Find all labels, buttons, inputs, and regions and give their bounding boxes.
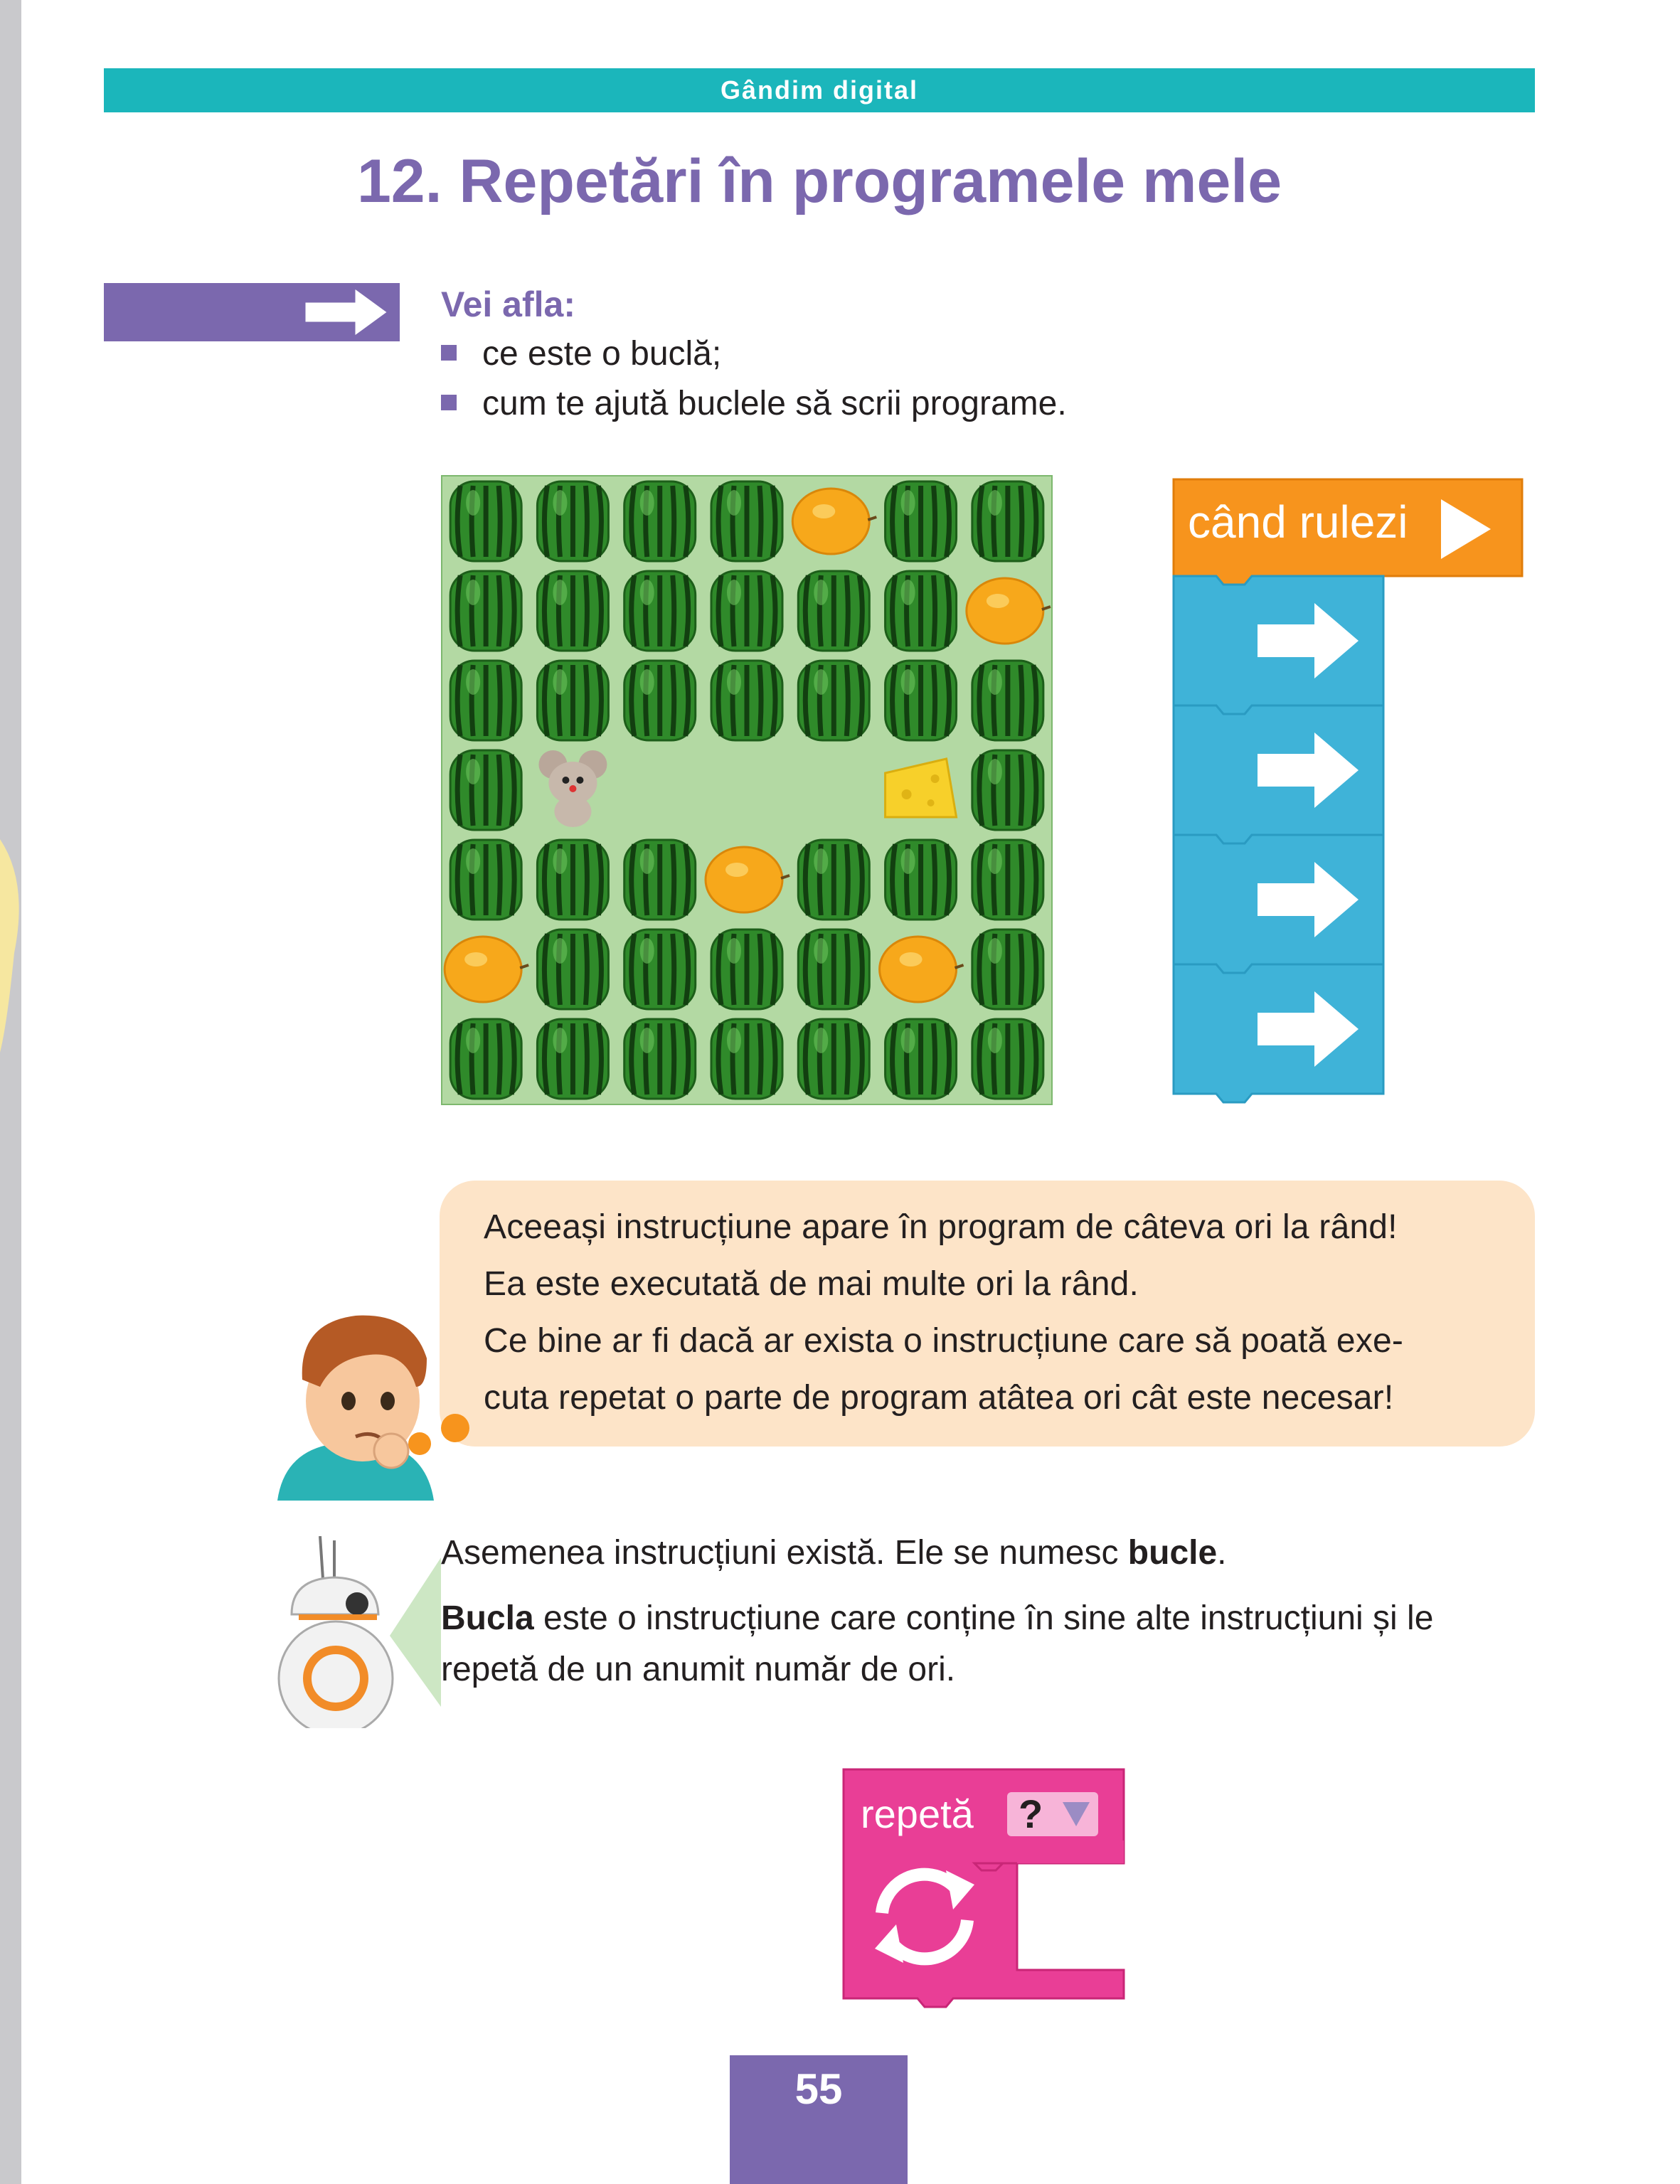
watermelon-icon: [711, 1019, 782, 1099]
objective-item: cum te ajută buclele să scrii programe.: [441, 381, 1067, 427]
speech-pointer: [390, 1557, 441, 1707]
thought-line: Aceeași instrucțiune apare în program de câteva ori la rând!: [484, 1208, 1398, 1246]
watermelon-icon: [711, 929, 782, 1009]
watermelon-icon: [624, 1019, 696, 1099]
watermelon-icon: [886, 481, 957, 561]
thought-line: Ce bine ar fi dacă ar exista o instrucțiune care să poată exe-: [484, 1322, 1404, 1360]
watermelon-icon: [450, 571, 521, 651]
edge-decoration: [0, 839, 28, 1109]
watermelon-icon: [886, 840, 957, 920]
melon-icon: [880, 937, 964, 1002]
melon-icon: [445, 937, 528, 1002]
thinking-boy-illustration: [249, 1301, 469, 1501]
watermelon-icon: [537, 571, 608, 651]
explanation-line: Bucla este o instrucțiune care conține în sine alte instrucțiuni și le: [441, 1599, 1434, 1637]
watermelon-icon: [972, 929, 1043, 1009]
melon-icon: [967, 578, 1051, 644]
repeat-label: repetă: [861, 1791, 974, 1836]
watermelon-icon: [537, 661, 608, 740]
watermelon-icon: [537, 481, 608, 561]
thought-line: cuta repetat o parte de program atâtea ori cât este necesar!: [484, 1379, 1394, 1417]
watermelon-icon: [537, 1019, 608, 1099]
watermelon-icon: [972, 481, 1043, 561]
watermelon-icon: [624, 840, 696, 920]
melon-icon: [706, 847, 790, 912]
explanation-line: repetă de un anumit număr de ori.: [441, 1651, 956, 1688]
move-right-block: [1174, 964, 1383, 1102]
cheese-icon: [886, 759, 957, 817]
move-right-block: [1174, 576, 1383, 714]
start-block-label: când rulezi: [1188, 496, 1408, 548]
code-blocks: [1166, 476, 1536, 1124]
watermelon-icon: [798, 929, 869, 1009]
watermelon-icon: [450, 840, 521, 920]
watermelon-icon: [798, 571, 869, 651]
watermelon-icon: [711, 661, 782, 740]
arrow-right-icon: [299, 283, 398, 341]
objectives-heading: Vei afla:: [441, 284, 575, 324]
watermelon-icon: [886, 661, 957, 740]
watermelon-icon: [886, 1019, 957, 1099]
bullet-square-icon: [441, 345, 457, 361]
thought-line: Ea este executată de mai multe ori la rând.: [484, 1265, 1139, 1303]
watermelon-icon: [711, 481, 782, 561]
watermelon-icon: [798, 840, 869, 920]
watermelon-icon: [624, 929, 696, 1009]
bullet-square-icon: [441, 395, 457, 410]
watermelon-icon: [624, 481, 696, 561]
page-number: 55: [794, 2065, 843, 2113]
move-right-block: [1174, 835, 1383, 973]
mouse-icon: [538, 750, 607, 827]
watermelon-icon: [450, 661, 521, 740]
repeat-count-value: ?: [1019, 1791, 1043, 1836]
repeat-block: [839, 1764, 1138, 2013]
objective-item: ce este o buclă;: [441, 331, 721, 377]
move-right-block: [1174, 705, 1383, 843]
watermelon-icon: [537, 929, 608, 1009]
section-title: Gândim digital: [720, 75, 918, 105]
watermelon-icon: [972, 661, 1043, 740]
watermelon-icon: [450, 481, 521, 561]
explanation-line: Asemenea instrucțiuni există. Ele se numesc bucle.: [441, 1534, 1227, 1572]
watermelon-icon: [798, 661, 869, 740]
watermelon-icon: [450, 750, 521, 830]
watermelon-icon: [886, 571, 957, 651]
watermelon-icon: [624, 661, 696, 740]
watermelon-icon: [972, 750, 1043, 830]
melon-icon: [792, 489, 876, 554]
watermelon-icon: [972, 840, 1043, 920]
watermelon-icon: [972, 1019, 1043, 1099]
watermelon-icon: [450, 1019, 521, 1099]
watermelon-icon: [624, 571, 696, 651]
start-block: [1174, 479, 1522, 585]
page-title: 12. Repetări în programele mele: [356, 147, 1282, 215]
watermelon-icon: [537, 840, 608, 920]
watermelon-icon: [798, 1019, 869, 1099]
maze-grid: [441, 475, 1053, 1105]
watermelon-icon: [711, 571, 782, 651]
